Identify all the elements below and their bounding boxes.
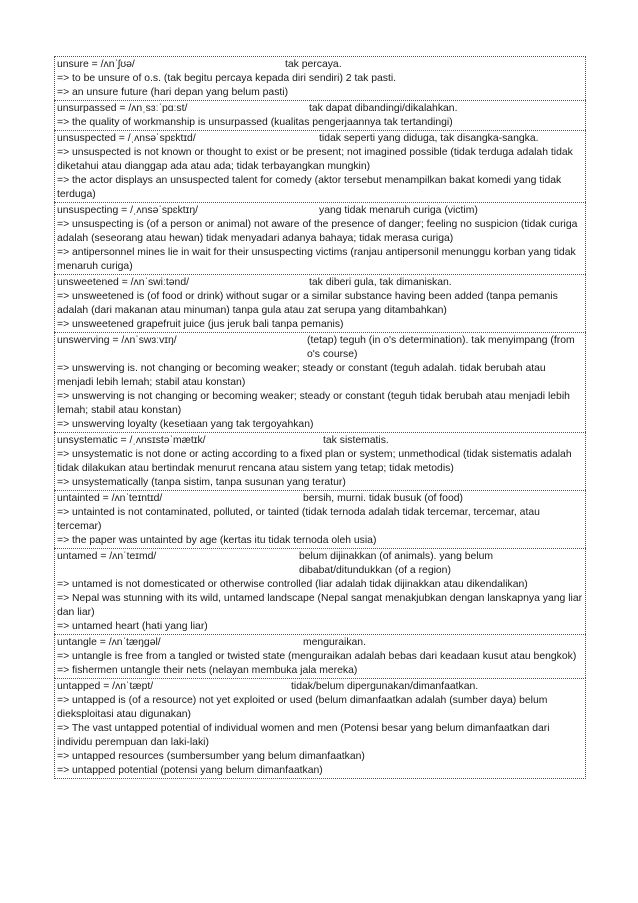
headword-pronunciation: untapped = /ʌnˈtæpt/ (57, 681, 154, 692)
example-line: => untapped potential (potensi yang belum dimanfaatkan) (57, 765, 323, 776)
headword-pronunciation: unswerving = /ʌnˈswɜːvɪŋ/ (57, 335, 177, 346)
entry-headword-line (57, 334, 583, 362)
entry-headword-line (57, 276, 583, 290)
entry-headword-line (57, 680, 583, 694)
headword-meaning: tak percaya. (285, 59, 342, 70)
entry-headword-line (57, 434, 583, 448)
headword-meaning: tidak seperti yang diduga, tak disangka-sangka. (319, 133, 539, 144)
entry-headword-line (57, 58, 583, 72)
example-line: => unsuspecting is (of a person or animal) not aware of the presence of danger; feeling no suspicion (tidak curiga adalah (seseorang atau hewan) tidak menyadari adanya bahaya; tidak merasa curiga) (57, 219, 578, 244)
entry-headword-line (57, 204, 583, 218)
example-line: => The vast untapped potential of individual women and men (Potensi besar yang belum dimanfaatkan dari individu perempuan dan laki-laki) (57, 723, 550, 748)
entry-headword-line (57, 636, 583, 650)
dictionary-entry (54, 202, 586, 274)
example-line: => unsuspected is not known or thought to exist or be present; not imagined possible (tidak terduga adalah tidak diketahui atau dianggap ada atau ada; tidak terbayangkan mungkin) (57, 147, 573, 172)
dictionary-entry (54, 332, 586, 432)
example-line: => untamed is not domesticated or otherwise controlled (liar adalah tidak dijinakkan atau dikendalikan) (57, 579, 528, 590)
headword-meaning: tidak/belum dipergunakan/dimanfaatkan. (291, 681, 479, 692)
example-line: => unsweetened is (of food or drink) without sugar or a similar substance having been added (tanpa pemanis adalah (dari makanan atau minuman) tanpa gula atau zat serupa yang ditambahkan) (57, 291, 558, 316)
example-line: => untapped resources (sumbersumber yang belum dimanfaatkan) (57, 751, 365, 762)
headword-pronunciation: unsurpassed = /ʌnˌsɜːˈpɑːst/ (57, 103, 188, 114)
example-line: => untangle is free from a tangled or twisted state (menguraikan adalah bebas dari keadaan kusut atau bengkok) (57, 651, 577, 662)
dictionary-entry (54, 100, 586, 130)
example-line: => antipersonnel mines lie in wait for their unsuspecting victims (ranjau antipersonil menunggu korban yang tidak menaruh curiga) (57, 247, 576, 272)
entry-headword-line (57, 132, 583, 146)
headword-meaning: tak dapat dibandingi/dikalahkan. (309, 103, 458, 114)
dictionary-entry (54, 490, 586, 548)
dictionary-page (54, 56, 586, 779)
example-line: => unswerving loyalty (kesetiaan yang tak tergoyahkan) (57, 419, 314, 430)
headword-pronunciation: unsuspected = /ˌʌnsəˈspɛktɪd/ (57, 133, 196, 144)
headword-pronunciation: unsweetened = /ʌnˈswiːtənd/ (57, 277, 189, 288)
example-line: => the actor displays an unsuspected talent for comedy (aktor tersebut menampilkan bakat komedi yang tidak terduga) (57, 175, 562, 200)
dictionary-entry (54, 634, 586, 678)
example-line: => unsystematic is not done or acting according to a fixed plan or system; unmethodical (tidak sistematis adalah tidak dilakukan atau bertindak menurut rencana atau sistem yang tetap; tidak metodis) (57, 449, 572, 474)
headword-pronunciation: untamed = /ʌnˈteɪmd/ (57, 551, 157, 562)
example-line: => untainted is not contaminated, polluted, or tainted (tidak ternoda adalah tidak tercemar, tercemar, atau tercemar) (57, 507, 540, 532)
entry-headword-line (57, 492, 583, 506)
example-line: => unswerving is. not changing or becoming weaker; steady or constant (teguh adalah. tidak berubah atau menjadi lebih lemah; stabil atau konstan) (57, 363, 546, 388)
example-line: => unsystematically (tanpa sistim, tanpa susunan yang teratur) (57, 477, 346, 488)
example-line: => an unsure future (hari depan yang belum pasti) (57, 87, 289, 98)
headword-pronunciation: unsystematic = /ˌʌnsɪstəˈmætɪk/ (57, 435, 206, 446)
dictionary-entry (54, 130, 586, 202)
example-line: => fishermen untangle their nets (nelayan membuka jala mereka) (57, 665, 358, 676)
dictionary-entry (54, 274, 586, 332)
headword-meaning: menguraikan. (303, 637, 366, 648)
headword-pronunciation: unsuspecting = /ˌʌnsəˈspɛktɪŋ/ (57, 205, 199, 216)
headword-meaning: tak diberi gula, tak dimaniskan. (309, 277, 452, 288)
dictionary-entry (54, 432, 586, 490)
example-line: => unsweetened grapefruit juice (jus jeruk bali tanpa pemanis) (57, 319, 344, 330)
entry-headword-line (57, 550, 583, 578)
headword-meaning: belum dijinakkan (of animals). yang belum dibabat/ditundukkan (of a region) (299, 551, 494, 576)
headword-meaning: bersih, murni. tidak busuk (of food) (303, 493, 463, 504)
headword-meaning: yang tidak menaruh curiga (victim) (319, 205, 478, 216)
headword-pronunciation: untangle = /ʌnˈtæŋɡəl/ (57, 637, 161, 648)
headword-pronunciation: untainted = /ʌnˈteɪntɪd/ (57, 493, 163, 504)
example-line: => the quality of workmanship is unsurpassed (kualitas pengerjaannya tak tertandingi) (57, 117, 453, 128)
headword-pronunciation: unsure = /ʌnˈʃʊə/ (57, 59, 135, 70)
example-line: => untamed heart (hati yang liar) (57, 621, 208, 632)
example-line: => to be unsure of o.s. (tak begitu percaya kepada diri sendiri) 2 tak pasti. (57, 73, 397, 84)
example-line: => unswerving is not changing or becoming weaker; steady or constant (teguh tidak berubah atau menjadi lebih lemah; stabil atau konstan) (57, 391, 570, 416)
dictionary-entry (54, 678, 586, 779)
example-line: => the paper was untainted by age (kertas itu tidak ternoda oleh usia) (57, 535, 377, 546)
headword-meaning: tak sistematis. (323, 435, 389, 446)
dictionary-entry (54, 56, 586, 100)
example-line: => Nepal was stunning with its wild, untamed landscape (Nepal sangat menakjubkan dengan lanskapnya yang liar dan liar) (57, 593, 583, 618)
headword-meaning: (tetap) teguh (in o's determination). tak menyimpang (from o's course) (307, 335, 575, 360)
example-line: => untapped is (of a resource) not yet exploited or used (belum dimanfaatkan adalah (sumber daya) belum dieksploitasi atau digunakan) (57, 695, 548, 720)
dictionary-entry (54, 548, 586, 634)
entry-headword-line (57, 102, 583, 116)
